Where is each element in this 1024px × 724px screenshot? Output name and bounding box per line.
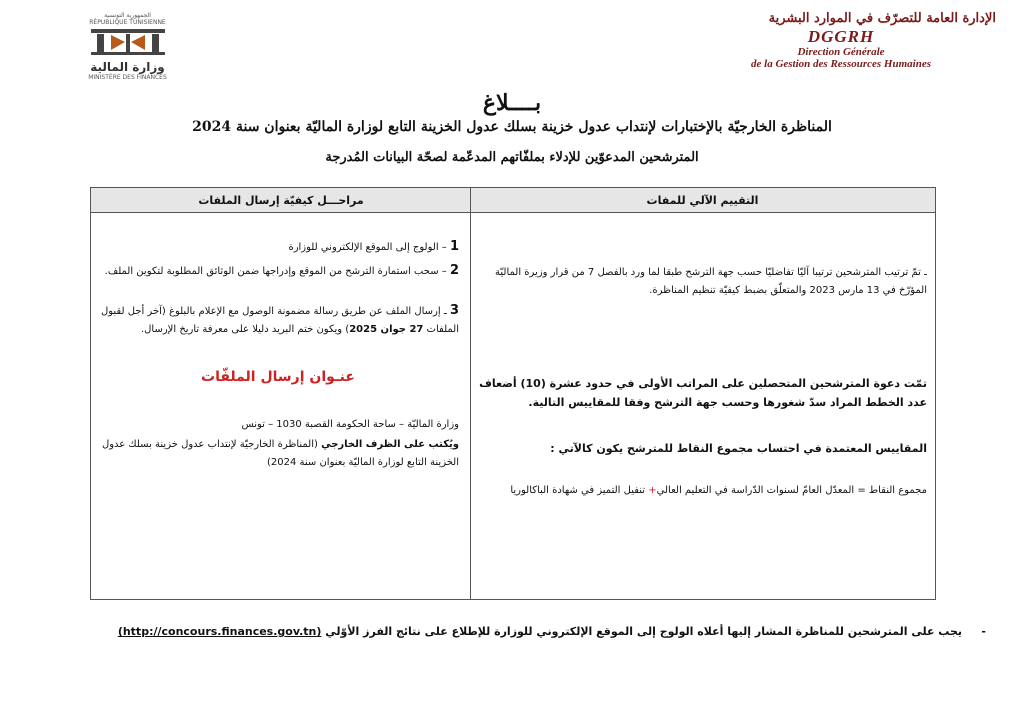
invitation-subtitle: المترشحين المدعوّين للإدلاء بملفّاتهم المدعّمة لصحّة البيانات المُدرجة: [325, 150, 699, 165]
score-formula-part2: تنفيل التميز في شهادة الباكالوريا: [510, 485, 649, 496]
column-divider: [470, 188, 471, 599]
footer-note: [62, 625, 962, 638]
step-1: [97, 238, 459, 257]
step-1-number: 1: [449, 239, 459, 254]
envelope-note-rest: (المناظرة الخارجيّة لإنتداب عدول خزينة بسلك عدول الخزينة التابع لوزارة الماليّة بعنوان سنة 2024): [101, 439, 459, 468]
dggrh-logo: [676, 10, 1006, 80]
address-line: وزارة الماليّة – ساحة الحكومة القصبة 1030 – تونس: [241, 419, 459, 430]
footer-text: يجب على المترشحين للمناظرة المشار إليها أعلاه الولوج إلى الموقع الإلكتروني للوزارة للإطلاع على نتائج الفرز الأوّلي: [321, 625, 962, 638]
info-table: [90, 187, 936, 600]
dggrh-arabic-name: الإدارة العامة للتصرّف في الموارد البشرية: [768, 11, 996, 26]
address-title: عنـوان إرسال الملفّات: [201, 369, 355, 385]
republic-french: RÉPUBLIQUE TUNISIENNE: [89, 19, 166, 26]
ministry-french: MINISTÈRE DES FINANCES: [88, 74, 167, 81]
header-sending-steps: مراحـــل كيفيّة إرسال الملفات: [91, 188, 471, 213]
step-2-text: – سحب استمارة الترشح من الموقع وإدراجها ضمن الوثائق المطلوبة لتكوين الملف.: [104, 266, 450, 277]
step-1-text: – الولوج إلى الموقع الإلكتروني للوزارة: [288, 242, 450, 253]
step-2-number: 2: [449, 263, 459, 278]
step-3-deadline: 27 جوان 2025: [349, 324, 424, 335]
step-2: [97, 262, 459, 281]
score-formula-part1: مجموع النقاط = المعدّل العامّ لسنوات الدّراسة في التعليم العالي: [656, 485, 927, 496]
step-3: [97, 302, 459, 339]
competition-title: المناظرة الخارجيّة بالإختبارات لإنتداب عدول خزينة بسلك عدول الخزينة التابع لوزارة الماليّة بعنوان سنة 2024: [192, 119, 832, 135]
plus-sign: +: [648, 485, 657, 496]
dggrh-french-line1: Direction Générale: [797, 46, 885, 58]
step-3-number: 3: [449, 303, 459, 318]
ministry-emblem-icon: [83, 26, 173, 56]
ministry-logo: [65, 12, 190, 82]
criteria-paragraph: المقاييس المعتمدة في احتساب مجموع النقاط للمترشح يكون كالآتي :: [550, 442, 927, 455]
step-3-text-a: ـ إرسال الملف عن طريق رسالة مضمونة الوصول مع الإعلام بالبلوغ (آخر أجل لقبول الملفات: [100, 306, 459, 335]
dggrh-french-line2: de la Gestion des Ressources Humaines: [751, 58, 931, 70]
envelope-note: [97, 436, 459, 472]
invitation-paragraph: تمّت دعوة المترشحين المتحصلين على المراتب الأولى في حدود عشرة (10) أضعاف عدد الخطط المراد سدّ شغورها وحسب جهة الترشح وفقا للمقاييس التالية.: [479, 377, 927, 409]
step-3-text-c: ) ويكون ختم البريد دليلا على معرفة تاريخ الإرسال.: [140, 324, 350, 335]
dggrh-acronym: DGGRH: [807, 27, 875, 46]
bullet-dash: -: [981, 625, 986, 638]
score-formula: [479, 482, 927, 500]
header-automatic-evaluation: التقييم الآلي للمفات: [469, 188, 935, 213]
page-title: بــــلاغ: [482, 90, 542, 116]
republic-arabic: الجمهورية التونسية: [104, 12, 151, 19]
website-link[interactable]: (http://concours.finances.gov.tn): [117, 625, 322, 638]
ministry-arabic: وزارة المالية: [90, 60, 165, 74]
envelope-note-bold: ويُكتب على الظرف الخارجي: [321, 439, 459, 450]
ranking-paragraph: ـ تمّ ترتيب المترشحين ترتيبا آليّا تفاضليّا حسب جهة الترشح طبقا لما ورد بالفصل 7 من قرار وزيرة الماليّة المؤرّخ في 13 مارس 2023 والمتعلّق بضبط كيفيّة تنظيم المناظرة.: [495, 267, 927, 296]
